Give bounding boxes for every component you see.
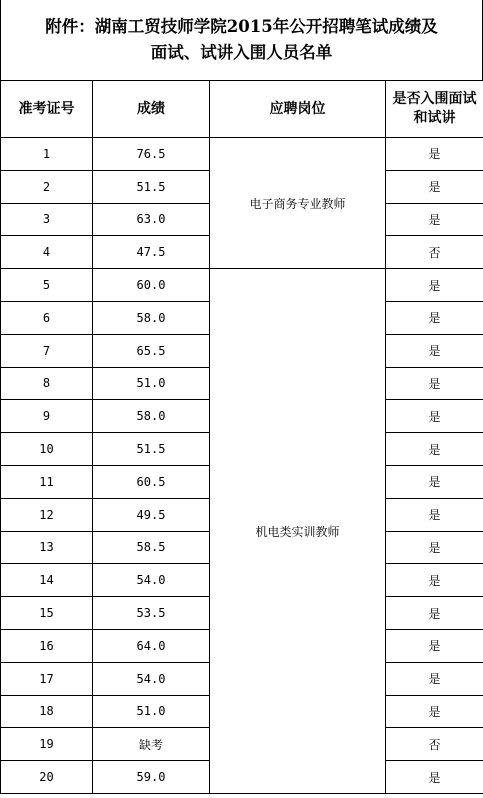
cell-result: 是	[386, 761, 483, 794]
cell-score: 60.0	[93, 269, 210, 302]
cell-score: 51.0	[93, 695, 210, 728]
cell-result: 是	[386, 695, 483, 728]
cell-id: 10	[1, 433, 93, 466]
cell-score: 59.0	[93, 761, 210, 794]
cell-id: 3	[1, 203, 93, 236]
cell-result: 是	[386, 597, 483, 630]
cell-result: 是	[386, 629, 483, 662]
cell-score: 58.5	[93, 531, 210, 564]
cell-score: 47.5	[93, 236, 210, 269]
cell-score: 51.5	[93, 433, 210, 466]
cell-score: 54.0	[93, 564, 210, 597]
cell-result: 是	[386, 138, 483, 171]
cell-score: 51.5	[93, 170, 210, 203]
title-line-2: 面试、试讲入围人员名单	[150, 43, 333, 62]
cell-id: 19	[1, 728, 93, 761]
cell-id: 14	[1, 564, 93, 597]
results-table	[0, 80, 483, 794]
cell-id: 12	[1, 498, 93, 531]
cell-score: 65.5	[93, 334, 210, 367]
cell-id: 5	[1, 269, 93, 302]
header-id: 准考证号	[1, 81, 93, 138]
cell-result: 是	[386, 301, 483, 334]
cell-id: 4	[1, 236, 93, 269]
cell-score: 54.0	[93, 662, 210, 695]
table-row	[1, 138, 483, 171]
cell-id: 2	[1, 170, 93, 203]
cell-id: 20	[1, 761, 93, 794]
cell-score: 49.5	[93, 498, 210, 531]
title-line-1: 附件：湖南工贸技师学院2015年公开招聘笔试成绩及	[45, 17, 438, 36]
cell-position: 机电类实训教师	[210, 269, 386, 794]
table-body	[1, 138, 483, 794]
cell-score: 缺考	[93, 728, 210, 761]
cell-result: 是	[386, 203, 483, 236]
cell-id: 16	[1, 629, 93, 662]
cell-id: 18	[1, 695, 93, 728]
cell-result: 是	[386, 564, 483, 597]
cell-id: 9	[1, 400, 93, 433]
cell-score: 51.0	[93, 367, 210, 400]
cell-result: 是	[386, 498, 483, 531]
cell-position: 电子商务专业教师	[210, 138, 386, 269]
cell-score: 60.5	[93, 465, 210, 498]
header-score: 成绩	[93, 81, 210, 138]
cell-result: 否	[386, 236, 483, 269]
cell-result: 是	[386, 433, 483, 466]
cell-score: 76.5	[93, 138, 210, 171]
header-row	[1, 81, 483, 138]
cell-result: 是	[386, 531, 483, 564]
cell-id: 7	[1, 334, 93, 367]
cell-result: 是	[386, 170, 483, 203]
cell-id: 13	[1, 531, 93, 564]
cell-id: 11	[1, 465, 93, 498]
cell-id: 1	[1, 138, 93, 171]
cell-result: 是	[386, 334, 483, 367]
cell-id: 6	[1, 301, 93, 334]
cell-score: 53.5	[93, 597, 210, 630]
cell-id: 8	[1, 367, 93, 400]
cell-result: 是	[386, 400, 483, 433]
cell-result: 是	[386, 465, 483, 498]
page-title	[0, 0, 483, 80]
cell-id: 15	[1, 597, 93, 630]
cell-score: 64.0	[93, 629, 210, 662]
header-result: 是否入围面试和试讲	[386, 81, 483, 138]
cell-result: 否	[386, 728, 483, 761]
table-row	[1, 269, 483, 302]
cell-result: 是	[386, 662, 483, 695]
cell-score: 58.0	[93, 301, 210, 334]
cell-score: 63.0	[93, 203, 210, 236]
cell-id: 17	[1, 662, 93, 695]
header-position: 应聘岗位	[210, 81, 386, 138]
cell-result: 是	[386, 367, 483, 400]
cell-score: 58.0	[93, 400, 210, 433]
cell-result: 是	[386, 269, 483, 302]
